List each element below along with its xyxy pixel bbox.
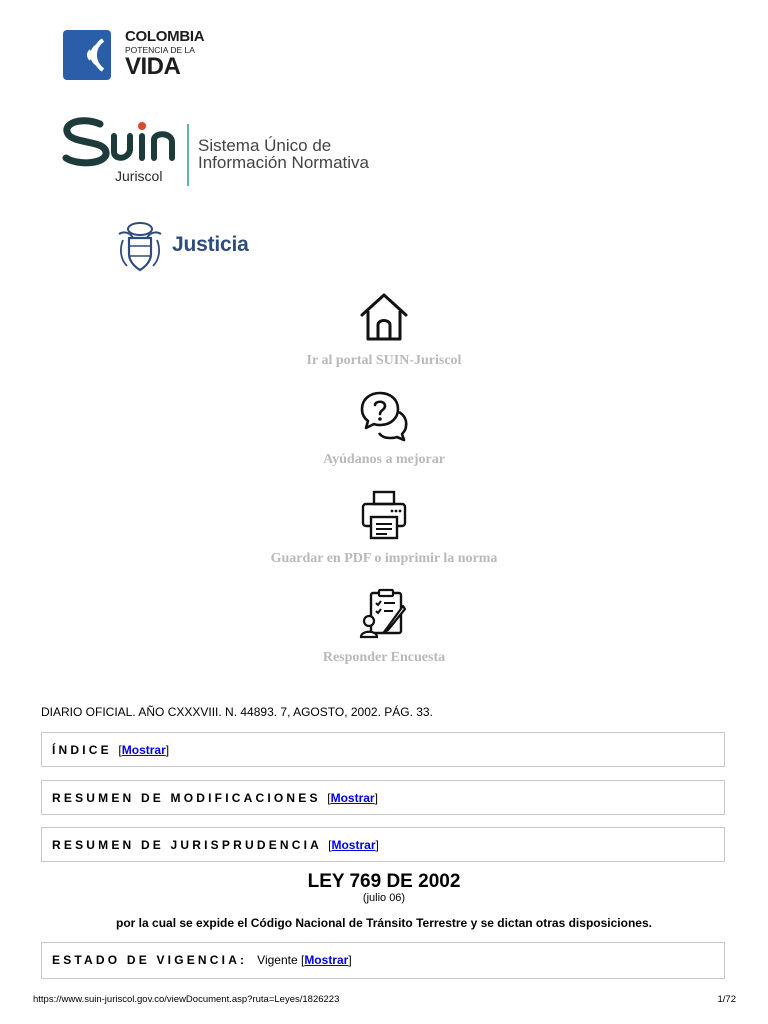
home-icon[interactable]	[359, 291, 409, 343]
suin-tagline-line2: Información Normativa	[198, 153, 370, 172]
suin-tagline-line1: Sistema Único de	[198, 136, 332, 155]
suin-wordmark-icon	[60, 114, 180, 170]
footer-url: https://www.suin-juriscol.gov.co/viewDocument.asp?ruta=Leyes/1826223	[33, 994, 340, 1005]
logo-text-colombia: COLOMBIA	[125, 28, 205, 45]
law-title: LEY 769 DE 2002	[307, 871, 461, 892]
colombia-potencia-vida-logo	[63, 28, 203, 84]
section-modificaciones-header	[52, 791, 378, 805]
jurisprudencia-mostrar-link[interactable]: Mostrar	[331, 838, 376, 852]
vigencia-value: Vigente	[257, 953, 298, 967]
section-vigencia-title: ESTADO DE VIGENCIA:	[52, 953, 248, 967]
law-description: por la cual se expide el Código Nacional de Tránsito Terrestre y se dictan otras disposiciones.	[116, 916, 652, 930]
vigencia-status: Vigente [Mostrar]	[257, 953, 352, 967]
suin-subtitle-juriscol: Juriscol	[115, 168, 163, 184]
section-jurisprudencia	[41, 827, 725, 862]
suin-juriscol-logo	[60, 118, 380, 190]
modificaciones-mostrar-link[interactable]: Mostrar	[330, 791, 375, 805]
section-indice-header	[52, 743, 169, 757]
justicia-text: Justicia	[172, 233, 249, 256]
link-responder-encuesta[interactable]: Responder Encuesta	[322, 650, 446, 665]
logo-text-potencia: POTENCIA DE LA	[125, 45, 195, 55]
action-print[interactable]	[0, 489, 768, 567]
section-vigencia	[41, 942, 725, 979]
footer-page-number: 1/72	[717, 994, 736, 1005]
section-modificaciones	[41, 780, 725, 815]
coat-of-arms-icon	[115, 220, 165, 276]
section-modificaciones-toggle: [Mostrar]	[327, 791, 378, 805]
section-jurisprudencia-toggle: [Mostrar]	[328, 838, 379, 852]
logo-text-vida: VIDA	[125, 53, 181, 80]
section-jurisprudencia-title: RESUMEN DE JURISPRUDENCIA	[52, 838, 322, 852]
section-indice-toggle: [Mostrar]	[118, 743, 170, 757]
section-indice-title: ÍNDICE	[52, 743, 112, 757]
link-guardar-imprimir[interactable]: Guardar en PDF o imprimir la norma	[270, 551, 498, 566]
justicia-logo	[115, 220, 275, 280]
section-indice	[41, 732, 725, 767]
printer-icon[interactable]	[359, 489, 409, 541]
vigencia-mostrar-link[interactable]: Mostrar	[304, 953, 349, 967]
action-survey[interactable]	[0, 588, 768, 666]
diario-oficial-reference: DIARIO OFICIAL. AÑO CXXXVIII. N. 44893. 7, AGOSTO, 2002. PÁG. 33.	[41, 705, 433, 719]
question-chat-icon[interactable]	[359, 390, 409, 442]
colombia-logo-mark-icon	[63, 30, 111, 80]
section-vigencia-header	[52, 953, 352, 967]
section-jurisprudencia-header	[52, 838, 379, 852]
law-date: (julio 06)	[362, 892, 406, 904]
link-ayudanos[interactable]: Ayúdanos a mejorar	[323, 452, 445, 467]
survey-icon[interactable]	[359, 588, 409, 640]
action-feedback[interactable]	[0, 390, 768, 468]
action-portal[interactable]	[0, 291, 768, 369]
section-modificaciones-title: RESUMEN DE MODIFICACIONES	[52, 791, 321, 805]
link-portal-suin[interactable]: Ir al portal SUIN-Juriscol	[306, 353, 462, 368]
indice-mostrar-link[interactable]: Mostrar	[121, 743, 166, 757]
suin-divider	[187, 124, 189, 186]
